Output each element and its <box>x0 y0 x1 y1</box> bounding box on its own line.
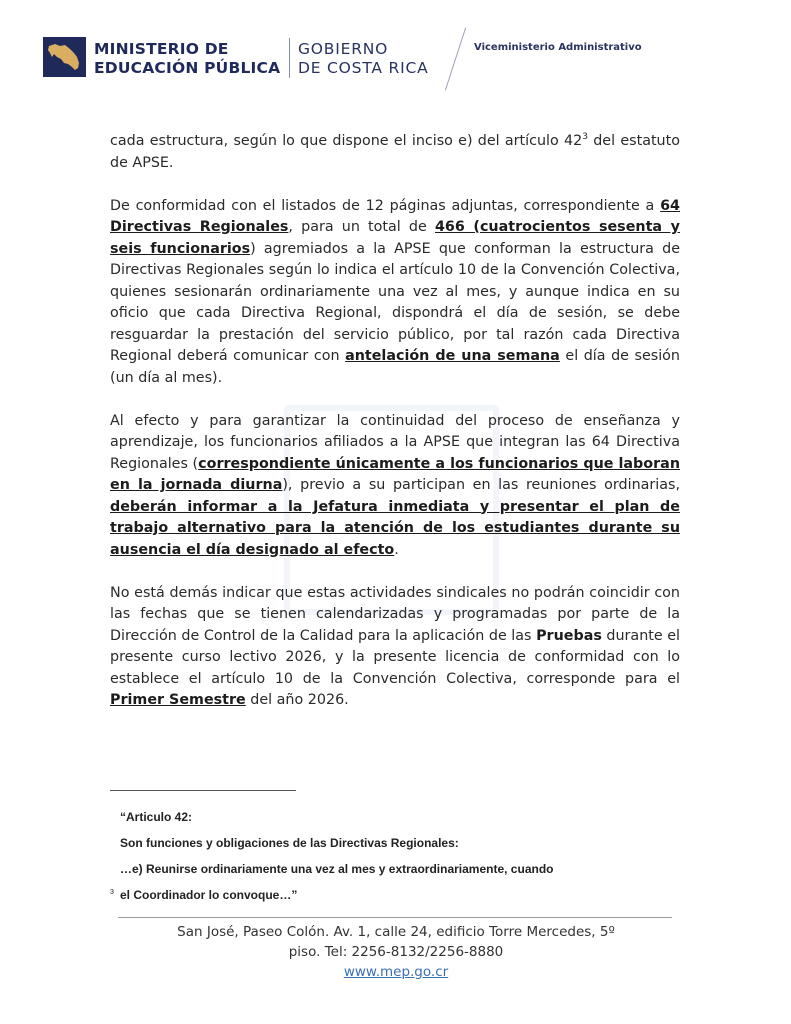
footnote-text: “Articulo 42: <box>120 810 193 824</box>
text: , para un total de <box>288 219 435 235</box>
government-name <box>298 40 428 78</box>
vice-ministry-label: Viceministerio Administrativo <box>474 42 642 53</box>
text: ), previo a su participan en las reuniones ordinarias, <box>282 477 681 493</box>
text: De conformidad con el listados de 12 páginas adjuntas, correspondiente a <box>110 197 661 214</box>
paragraph-3 <box>110 411 680 562</box>
emphasis-total-funcionarios: 466 (cuatrocientos sesenta y seis funcionarios <box>110 219 680 257</box>
footnote-text: …e) Reunirse ordinariamente una vez al mes y extraordinariamente, cuando <box>120 862 554 876</box>
ministry-line-1: MINISTERIO DE <box>94 40 229 58</box>
footnote-line <box>110 882 630 908</box>
emphasis-informar-jefatura: deberán informar a la Jefatura inmediata y presentar el plan de trabajo alternativo para la atención de los estudiantes durante su ausencia el día designado al efecto <box>110 498 680 558</box>
website-link[interactable]: www.mep.go.cr <box>343 964 449 980</box>
text: cada estructura, según lo que dispone el inciso e) del artículo 42 <box>110 133 583 149</box>
footer <box>110 922 682 982</box>
paragraph-4 <box>110 583 680 712</box>
footnote-line <box>110 804 630 830</box>
emphasis-antelacion: antelación de una semana <box>345 348 560 364</box>
text: del año 2026. <box>245 692 349 708</box>
footnote <box>110 804 630 908</box>
government-line-2: DE COSTA RICA <box>298 59 429 77</box>
footer-separator <box>118 917 672 918</box>
emphasis-primer-semestre: Primer Semestre <box>110 692 246 708</box>
government-line-1: GOBIERNO <box>298 40 389 58</box>
letter-body <box>110 131 680 733</box>
text: No está demás indicar que estas actividades sindicales no podrán coincidir con las fechas que se tienen calendarizadas y programadas por parte de la Dirección de Control de la Calidad para la aplicación de las <box>110 584 680 644</box>
emphasis-jornada-diurna: correspondiente únicamente a los funcionarios que laboran en la jornada diurna <box>110 455 680 493</box>
footnote-line <box>110 856 630 882</box>
text: del estatuto de APSE. <box>110 133 680 171</box>
footer-address-line-2: piso. Tel: 2256-8132/2256-8880 <box>288 944 504 960</box>
text: el día de sesión (un día al mes). <box>110 348 680 386</box>
ministry-name <box>94 40 280 78</box>
footnote-text: Son funciones y obligaciones de las Directivas Regionales: <box>120 836 459 850</box>
footnote-separator <box>110 790 296 791</box>
ministry-logo <box>43 37 86 77</box>
paragraph-2 <box>110 196 680 390</box>
ministry-line-2: EDUCACIÓN PÚBLICA <box>94 59 281 77</box>
header-divider <box>289 38 290 78</box>
footnote-text: el Coordinador lo convoque…” <box>120 888 298 902</box>
costa-rica-map-icon <box>46 41 83 73</box>
emphasis-pruebas: Pruebas <box>536 627 602 644</box>
text: Al efecto y para garantizar la continuidad del proceso de enseñanza y aprendizaje, los funcionarios afiliados a la APSE que integran las 64 Directiva Regionales ( <box>110 412 680 472</box>
letterhead <box>0 0 791 100</box>
header-slash-divider <box>445 27 466 90</box>
text: . <box>394 541 399 558</box>
footnote-reference[interactable]: 3 <box>582 132 588 143</box>
text: ) agremiados a la APSE que conforman la estructura de Directivas Regionales según lo indica el artículo 10 de la Convención Colectiva, quienes sesionarán ordinariamente una vez al mes, y aunque indica en su oficio que cada Directiva Regional, dispondrá el día de sesión, se debe resguardar la prestación del servicio público, por tal razón cada Directiva Regional deberá comunicar con <box>110 240 680 364</box>
footer-address-line-1: San José, Paseo Colón. Av. 1, calle 24, edificio Torre Mercedes, 5º <box>177 924 615 940</box>
emphasis-directivas: 64 Directivas Regionales <box>110 197 680 235</box>
footnote-marker: 3 <box>110 889 114 896</box>
text: durante el presente curso lectivo 2026, y la presente licencia de conformidad con lo establece el artículo 10 de la Convención Colectiva, corresponde para el <box>110 627 680 687</box>
footnote-line <box>110 830 630 856</box>
paragraph-1 <box>110 131 680 174</box>
